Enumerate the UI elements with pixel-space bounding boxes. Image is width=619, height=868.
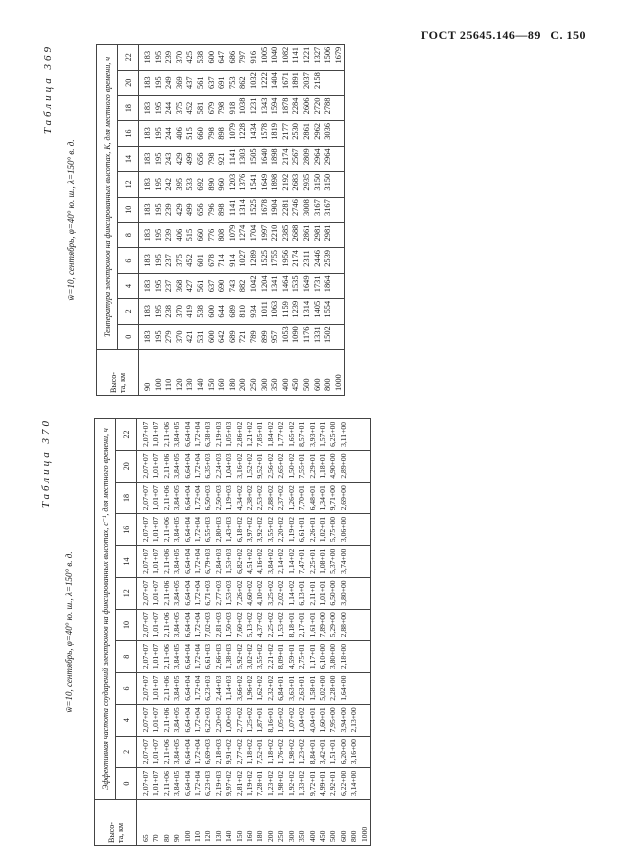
time-header: 10 (118, 197, 139, 222)
value-column: 2,07+07 1,01+07 2,11+06 3,84+05 6,64+04 1,72+04 6,69+03 2,18+03 9,91+02 2,77+02 1,18+02 7,52+01 1,18+02 1,76+02 1,98+02 1,23+02 8,84+01 3,42+01 1,51+01 6,20+00 3,16+00 (137, 736, 371, 768)
value-column: 2,07+07 1,01+07 2,11+06 3,84+05 6,64+04 1,72+04 6,55+03 2,80+03 1,43+03 6,18+02 3,97+02 3,92+02 3,55+02 2,20+02 1,19+02 6,61+01 2,26+01 1,02+01 5,75+00 3,06+00 (137, 514, 371, 546)
value-column: 2,07+07 1,01+07 2,11+06 3,84+05 6,64+04 1,72+04 7,02+03 2,81+03 1,50+03 7,60+02 5,13+02 4,37+02 2,25+02 1,53+02 8,18+01 2,17+01 1,61+01 7,89+00 5,29+00 2,88+00 (137, 609, 371, 641)
height-header: Высо- та, км (95, 800, 137, 846)
value-column: 2,07+07 1,01+07 2,11+06 3,84+05 6,64+04 1,72+04 6,71+03 2,77+03 1,53+03 7,26+02 4,60+02 4,10+02 3,25+02 2,02+02 1,14+02 6,13+01 2,11+01 1,01+01 6,50+00 3,80+00 (137, 577, 371, 609)
value-column: 2,07+07 1,01+07 2,11+06 3,84+05 6,64+04 1,72+04 6,79+03 2,84+03 1,53+03 6,82+02 4,51+02 4,16+02 3,84+02 2,14+02 1,14+02 7,47+01 2,25+01 1,08+01 5,37+00 3,74+00 (137, 546, 371, 578)
value-column: 183 195 244 375 452 581 679 798 918 1038 1231 1343 1594 1878 2284 2606 2720 2788 (139, 95, 345, 120)
value-column: 183 195 244 406 515 660 798 898 1079 1228 1434 1578 1819 2177 2530 2861 2962 3036 (139, 121, 345, 146)
value-column: 183 195 237 375 452 601 678 714 914 1027 1289 1525 1755 1956 2174 2311 2446 2539 (139, 248, 345, 273)
table-caption: w̄=10, сентябрь, φ=40° ю. ш., λ=150° в. д. (66, 139, 76, 301)
value-column: 183 195 249 369 437 561 637 691 753 862 1032 1222 1404 1671 1891 2037 2158 (139, 70, 345, 95)
time-header: 18 (116, 482, 137, 514)
time-header: 8 (118, 222, 139, 247)
time-header: 16 (118, 121, 139, 146)
value-column: 183 195 237 368 427 561 637 690 743 882 1042 1204 1341 1464 1535 1649 1731 1864 (139, 273, 345, 298)
table-subcaption: Эффективная частота соударений электронов на фиксированных высотах, с⁻¹, для местного времени, ч (95, 419, 116, 800)
data-table (96, 44, 345, 396)
height-column: 90 100 110 120 130 140 150 160 180 200 250 300 350 400 450 500 600 800 1000 (139, 350, 345, 396)
time-header: 14 (116, 546, 137, 578)
value-column: 2,07+07 1,01+07 2,11+06 3,84+05 6,64+04 1,72+04 6,35+03 2,24+03 1,04+03 3,16+02 1,52+02 9,52+01 2,56+02 2,65+02 1,50+02 7,55+01 2,29+01 1,18+01 4,90+00 2,89+00 (137, 450, 371, 482)
page-number: С. 150 (550, 28, 586, 42)
time-header: 22 (118, 45, 139, 71)
value-column: 183 195 239 370 425 538 600 647 686 797 916 1005 1040 1082 1141 1221 1327 1506 1679 (139, 45, 345, 71)
data-table (94, 418, 371, 846)
value-column: 2,07+07 1,01+07 2,11+06 3,84+05 6,64+04 1,72+04 6,22+03 2,20+03 1,00+03 2,77+02 1,25+02 1,87+01 8,16+01 1,05+02 1,07+02 1,04+02 4,04+01 1,60+01 7,95+00 3,94+00 2,13+00 (137, 704, 371, 736)
time-header: 8 (116, 641, 137, 673)
time-header: 0 (116, 768, 137, 800)
time-header: 14 (118, 146, 139, 171)
time-header: 6 (116, 673, 137, 705)
value-column: 183 195 279 370 421 531 600 642 689 721 789 899 957 1053 1090 1176 1331 1502 (139, 324, 345, 349)
time-header: 6 (118, 248, 139, 273)
value-column: 2,07+07 1,01+07 2,11+06 3,84+05 6,64+04 1,72+04 6,50+03 2,50+03 1,19+03 4,34+02 2,38+02 2,53+02 2,88+02 2,37+02 1,26+02 7,70+01 6,48+01 1,34+01 9,71+00 2,69+00 (137, 482, 371, 514)
table-caption: w̄=10, сентябрь, φ=40° ю. ш., λ=150° в. д. (64, 551, 74, 713)
time-header: 2 (116, 736, 137, 768)
time-header: 2 (118, 299, 139, 324)
value-column: 183 195 239 406 515 660 776 808 1079 1274 1704 1997 2210 2385 2688 2861 2981 2981 (139, 222, 345, 247)
value-column: 183 195 242 395 533 692 890 960 1203 1376 1541 1649 1898 2192 2683 2935 3150 3150 (139, 172, 345, 197)
time-header: 4 (116, 704, 137, 736)
value-column: 2,07+07 1,01+07 2,11+06 3,84+05 6,64+04 1,72+04 6,61+03 2,66+03 1,38+03 5,92+02 3,02+02 3,55+02 2,21+02 8,09+01 4,59+01 2,75+01 1,17+01 6,10+00 3,80+00 2,18+00 (137, 641, 371, 673)
height-header: Высо- та, км (97, 350, 139, 396)
time-header: 16 (116, 514, 137, 546)
time-header: 22 (116, 419, 137, 451)
time-header: 18 (118, 95, 139, 120)
time-header: 4 (118, 273, 139, 298)
value-column: 2,07+07 1,01+07 2,11+06 3,84+05 6,64+04 1,72+04 6,38+03 2,19+03 1,05+03 2,86+02 1,21+02 7,85+01 1,84+02 1,77+02 1,65+02 8,57+01 3,93+01 1,57+01 6,25+00 3,11+00 (137, 419, 371, 451)
time-header: 12 (116, 577, 137, 609)
value-column: 183 195 243 429 499 656 798 921 1141 1303 1505 1640 1898 2174 2567 2809 2964 2964 (139, 146, 345, 171)
time-header: 20 (116, 450, 137, 482)
table-row (137, 419, 371, 846)
time-header: 0 (118, 324, 139, 349)
table-369-block (40, 44, 582, 396)
value-column: 183 195 239 429 499 656 796 898 1141 1314 1525 1678 1904 2281 2746 3008 3167 3167 (139, 197, 345, 222)
standard-number: ГОСТ 25645.146—89 (420, 28, 541, 42)
table-title: Таблица 369 (42, 44, 54, 135)
page-header (415, 28, 586, 43)
height-column: 65 70 80 90 100 110 120 130 140 150 160 180 200 250 300 350 400 450 500 600 800 1000 (137, 800, 371, 846)
value-column: 183 195 238 370 419 538 600 644 689 810 934 1011 1063 1159 1239 1314 1405 1554 (139, 299, 345, 324)
time-header: 10 (116, 609, 137, 641)
value-column: 2,07+07 1,01+07 2,11+06 3,84+05 6,64+04 1,72+04 6,23+03 2,19+03 9,97+02 2,81+02 1,19+02 7,28+01 1,23+02 1,98+02 1,92+02 1,33+02 9,72+01 4,99+01 2,92+01 6,22+00 3,14+00 (137, 768, 371, 800)
time-header: 20 (118, 70, 139, 95)
table-row (139, 45, 345, 396)
table-title: Таблица 370 (40, 418, 52, 509)
value-column: 2,07+07 1,01+07 2,11+06 3,84+05 6,64+04 1,72+04 6,23+03 2,44+03 1,14+03 3,66+02 1,96+02 1,62+02 2,32+02 6,84+01 3,63+01 2,63+01 1,58+01 5,02+00 2,28+00 1,64+00 (137, 673, 371, 705)
time-header: 12 (118, 172, 139, 197)
table-subcaption: Температура электронов на фиксированных высотах, K, для местного времени, ч (97, 45, 118, 350)
table-370-block (38, 418, 580, 846)
